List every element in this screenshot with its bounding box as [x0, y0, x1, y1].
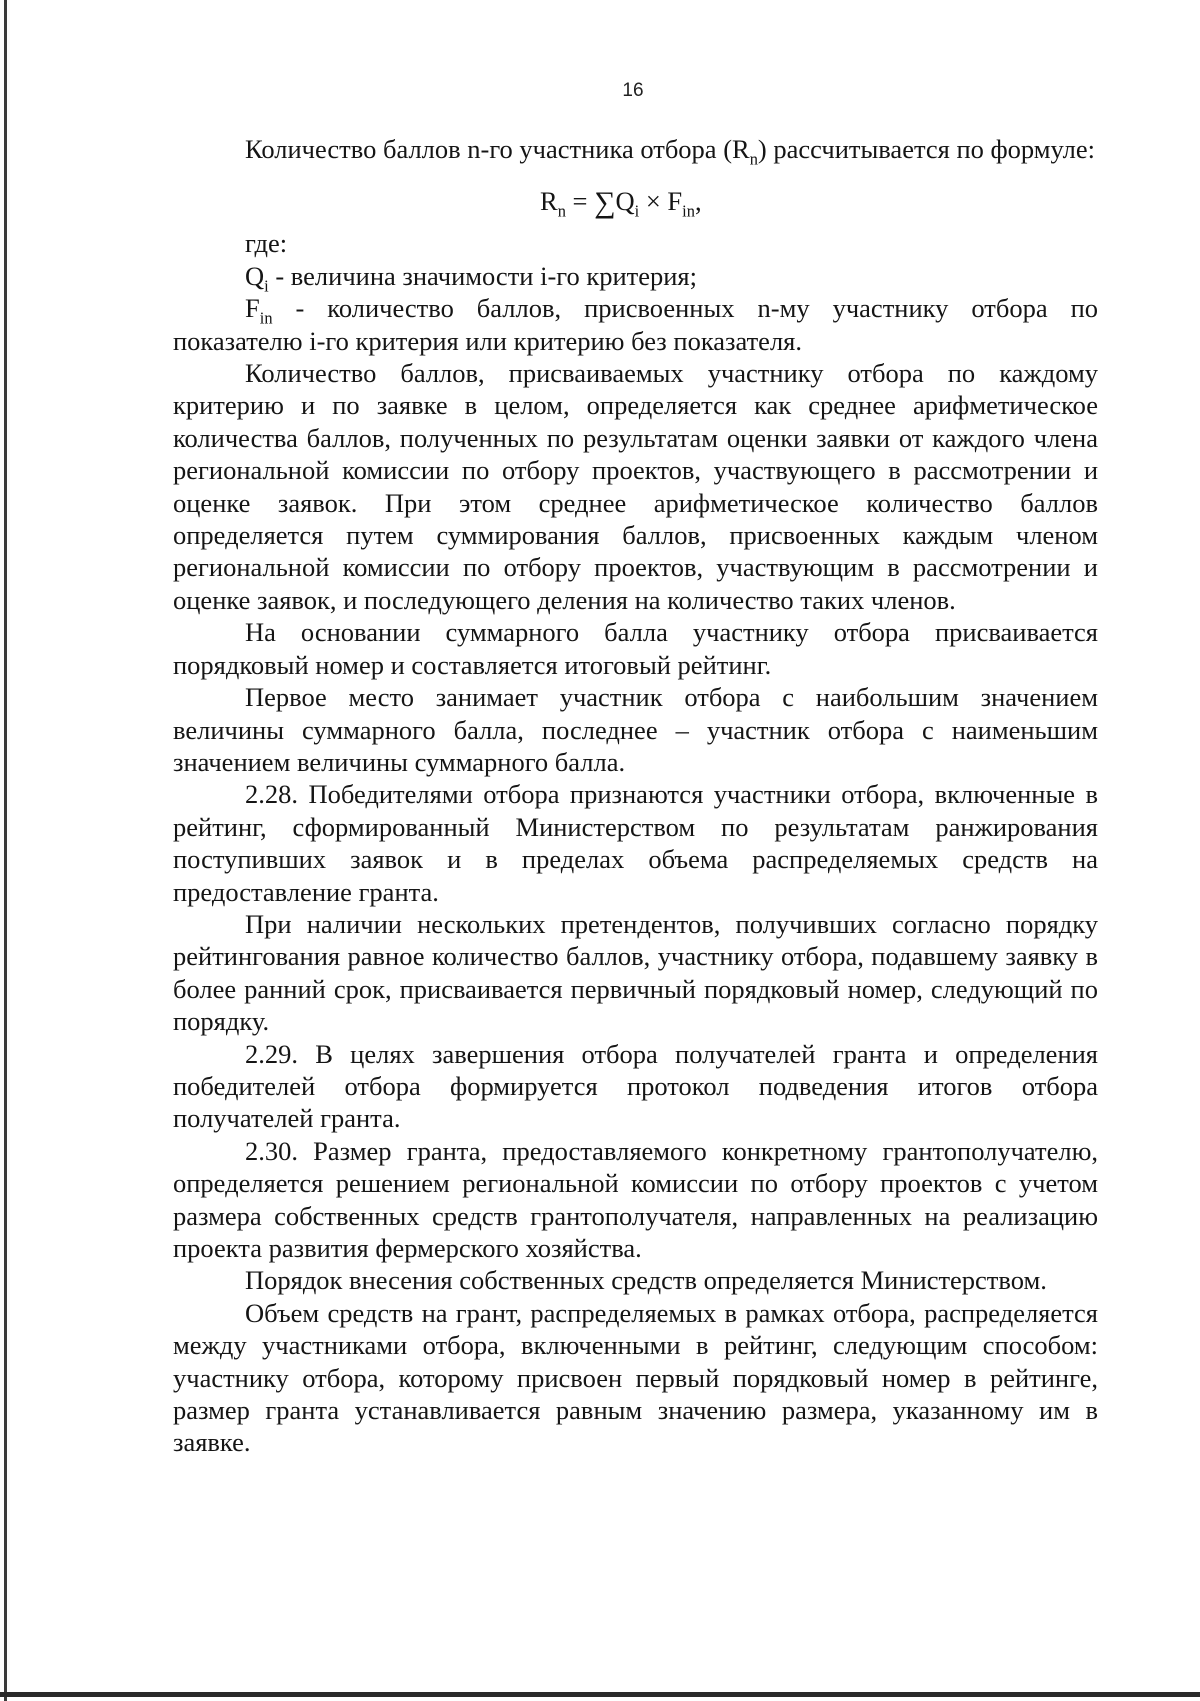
scan-left-edge [4, 0, 7, 1701]
scan-bottom-edge [0, 1692, 1200, 1697]
formula-intro [173, 133, 1098, 169]
formula [173, 183, 1098, 219]
formula-intro-part-2: ) рассчитывается по формуле: [757, 134, 1095, 164]
paragraph-first-place: Первое место занимает участник отбора с наибольшим значением величины суммарного балла, последнее – участник отбора с наименьшим значением величины суммарного балла. [173, 682, 1098, 777]
formula-intro-part-1: Количество баллов n-го участника отбора (R [245, 134, 750, 164]
definition-f-text: - количество баллов, присвоенных n-му участнику отбора по показателю i-го критерия или критерию без показателя. [173, 293, 1098, 356]
paragraph-own-funds: Порядок внесения собственных средств определяется Министерством. [245, 1265, 1047, 1296]
definition-q-symbol: Q [245, 260, 265, 291]
formula-lhs: R [540, 186, 558, 217]
paragraph-rating: На основании суммарного балла участнику отбора присваивается порядковый номер и составляется итоговый рейтинг. [173, 617, 1098, 680]
formula-q-subscript: i [634, 201, 640, 221]
definition-f [173, 292, 1098, 357]
formula-lhs-subscript: n [557, 201, 566, 221]
definition-q-subscript: i [264, 276, 269, 296]
formula-intro-subscript: n [749, 149, 758, 169]
definition-f-subscript: in [259, 308, 273, 328]
paragraph-2-28: 2.28. Победителями отбора признаются участники отбора, включенные в рейтинг, сформированный Министерством по результатам ранжирования поступивших заявок и в пределах объема распределяемых средств на предоставление гранта. [173, 779, 1098, 907]
formula-q: Q [615, 186, 635, 217]
document-body [173, 133, 1098, 1459]
definition-q [173, 260, 1098, 296]
formula-f: F [667, 186, 683, 217]
paragraph-2-29: 2.29. В целях завершения отбора получателей гранта и определения победителей отбора формируется протокол подведения итогов отбора получателей гранта. [173, 1038, 1098, 1134]
definition-q-text: - величина значимости i-го критерия; [268, 260, 697, 291]
where-label: где: [245, 228, 288, 259]
formula-comma: , [694, 186, 702, 217]
paragraph-2-30: 2.30. Размер гранта, предоставляемого конкретному грантополучателю, определяется решением региональной комиссии по отбору проектов с учетом размера собственных средств грантополучателя, направленных на реализацию проекта развития фермерского хозяйства. [173, 1135, 1098, 1263]
definition-f-symbol: F [245, 293, 260, 324]
formula-equals: = [565, 186, 595, 217]
formula-f-subscript: in [682, 201, 695, 221]
page-number: 16 [622, 80, 644, 101]
formula-times: × [639, 186, 668, 217]
paragraph-equal-scores: При наличии нескольких претендентов, получивших согласно порядку рейтингования равное количество баллов, участнику отбора, подавшему заявку в более ранний срок, присваивается первичный порядковый номер, следующий по порядку. [173, 908, 1098, 1037]
paragraph-grant-distribution: Объем средств на грант, распределяемых в рамках отбора, распределяется между участниками отбора, включенными в рейтинг, следующим способом: участнику отбора, которому присвоен первый порядковый номер в рейтинге, размер гранта устанавливается равным значению размера, указанному им в заявке. [173, 1297, 1098, 1458]
paragraph-average-score: Количество баллов, присваиваемых участнику отбора по каждому критерию и по заявке в целом, определяется как среднее арифметическое количества баллов, полученных по результатам оценки заявки от каждого члена региональной комиссии по отбору проектов, участвующего в рассмотрении и оценке заявок. При этом среднее арифметическое количество баллов определяется путем суммирования баллов, присвоенных каждым членом региональной комиссии по отбору проектов, участвующим в рассмотрении и оценке заявок, и последующего деления на количество таких членов. [173, 358, 1098, 615]
sum-symbol: ∑ [594, 186, 616, 220]
